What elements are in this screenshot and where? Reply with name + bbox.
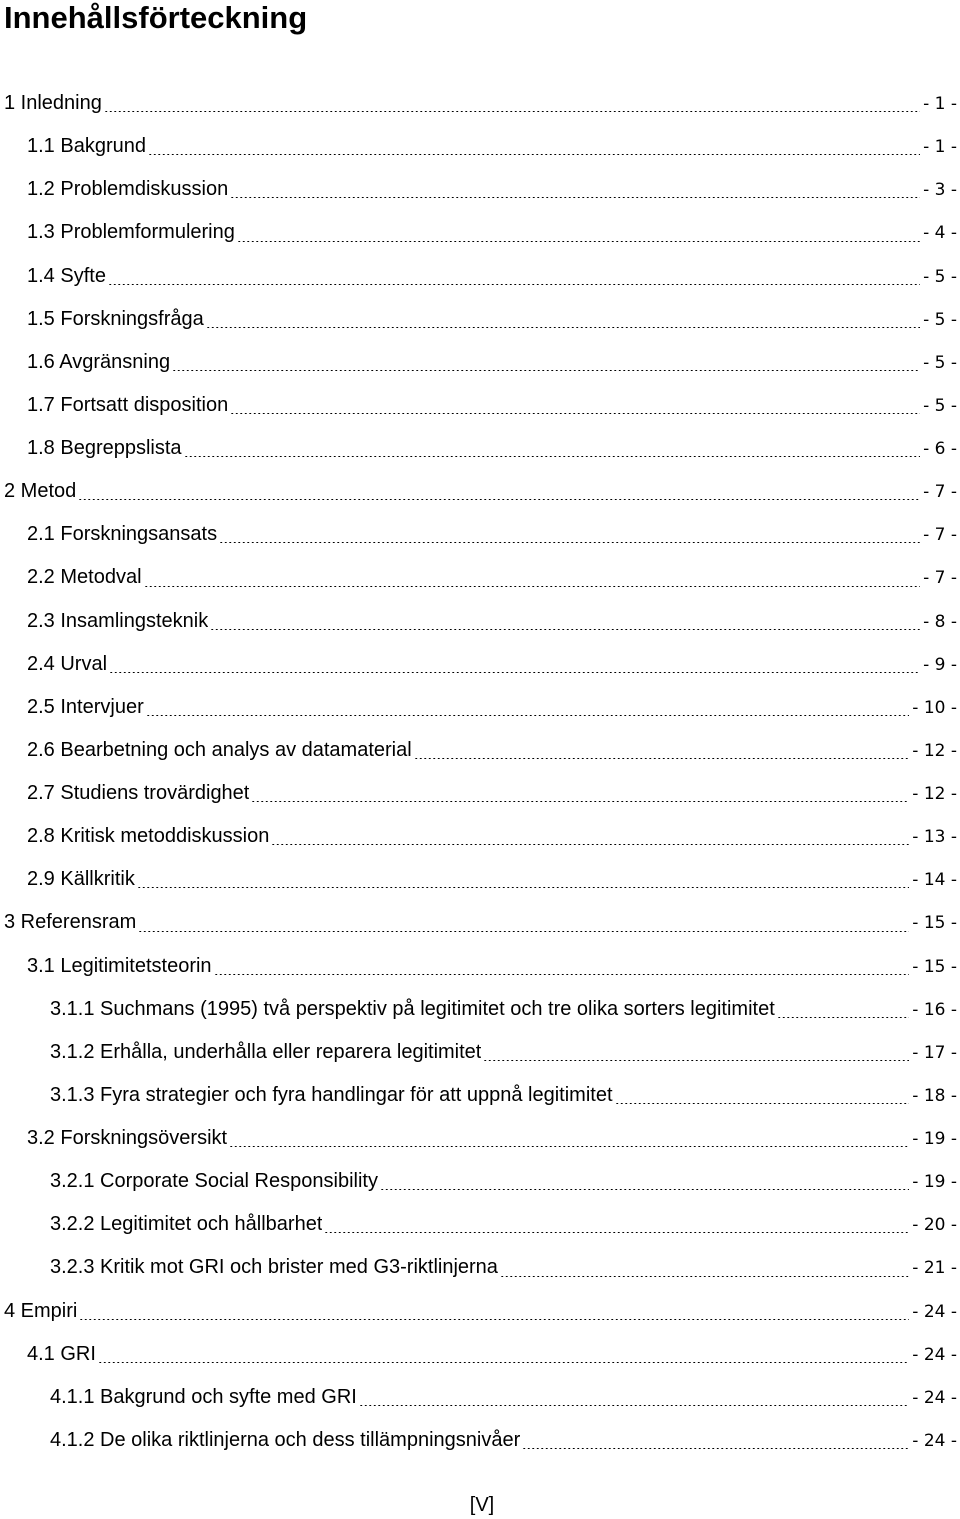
toc-entry[interactable] bbox=[0, 556, 960, 599]
toc-entry-label: 3.1.2 Erhålla, underhålla eller reparera legitimitet bbox=[50, 1040, 482, 1063]
toc-entry[interactable] bbox=[0, 1333, 960, 1376]
toc-entry-page-number: - 17 - bbox=[912, 1042, 957, 1063]
toc-entry-page-number: - 15 - bbox=[912, 956, 957, 977]
toc-entry[interactable] bbox=[0, 1290, 960, 1333]
toc-entry-label: 2.8 Kritisk metoddiskussion bbox=[27, 825, 270, 848]
toc-entry-page-number: - 13 - bbox=[912, 827, 957, 848]
toc-dot-leader bbox=[230, 413, 920, 414]
toc-dot-leader bbox=[230, 197, 920, 198]
toc-entry-label: 2.6 Bearbetning och analys av datamaterial bbox=[27, 738, 412, 761]
toc-entry-label: 3.2.3 Kritik mot GRI och brister med G3-riktlinjerna bbox=[50, 1256, 498, 1279]
toc-entry-page-number: - 12 - bbox=[912, 784, 957, 804]
toc-entry-page-number: - 5 - bbox=[923, 395, 957, 416]
toc-entry[interactable] bbox=[0, 686, 960, 729]
toc-entry[interactable] bbox=[0, 901, 960, 944]
toc-entry-label: 2.4 Urval bbox=[27, 652, 108, 675]
toc-dot-leader bbox=[237, 241, 920, 242]
toc-entry-page-number: - 24 - bbox=[912, 1430, 957, 1451]
toc-dot-leader bbox=[214, 974, 910, 975]
toc-dot-leader bbox=[380, 1189, 909, 1190]
page-title: Innehållsförteckning bbox=[4, 0, 308, 35]
toc-entry[interactable] bbox=[0, 1160, 960, 1203]
toc-entry[interactable] bbox=[0, 815, 960, 858]
toc-entry-page-number: - 24 - bbox=[912, 1301, 957, 1322]
toc-dot-leader bbox=[615, 1103, 910, 1104]
toc-entry-label: 3.1.3 Fyra strategier och fyra handlingar för att uppnå legitimitet bbox=[50, 1083, 613, 1106]
toc-entry[interactable] bbox=[0, 1419, 960, 1462]
toc-dot-leader bbox=[483, 1060, 909, 1061]
toc-entry[interactable] bbox=[0, 125, 960, 168]
toc-entry[interactable] bbox=[0, 513, 960, 556]
toc-dot-leader bbox=[206, 327, 920, 328]
toc-entry-page-number: - 20 - bbox=[912, 1215, 957, 1236]
toc-entry[interactable] bbox=[0, 384, 960, 427]
toc-entry-label: 3.2.2 Legitimitet och hållbarhet bbox=[50, 1213, 323, 1236]
toc-entry-label: 4.1.2 De olika riktlinjerna och dess tillämpningsnivåer bbox=[50, 1428, 521, 1451]
toc-dot-leader bbox=[359, 1405, 909, 1406]
toc-entry-page-number: - 1 - bbox=[923, 94, 957, 114]
toc-entry-page-number: - 18 - bbox=[912, 1085, 957, 1106]
toc-dot-leader bbox=[271, 844, 909, 845]
toc-dot-leader bbox=[138, 931, 909, 932]
toc-entry[interactable] bbox=[0, 1031, 960, 1074]
toc-entry-label: 1.2 Problemdiskussion bbox=[27, 178, 229, 201]
toc-entry-label: 3 Referensram bbox=[4, 911, 137, 934]
toc-entry-page-number: - 7 - bbox=[923, 568, 957, 589]
toc-entry-label: 1.6 Avgränsning bbox=[27, 350, 171, 373]
toc-entry-page-number: - 21 - bbox=[912, 1258, 957, 1279]
toc-entry-label: 2.1 Forskningsansats bbox=[27, 523, 218, 546]
toc-entry[interactable] bbox=[0, 945, 960, 988]
toc-entry[interactable] bbox=[0, 1376, 960, 1419]
toc-entry-label: 2.5 Intervjuer bbox=[27, 695, 144, 718]
toc-entry-label: 2 Metod bbox=[4, 480, 77, 503]
toc-entry-label: 2.7 Studiens trovärdighet bbox=[27, 782, 250, 804]
toc-dot-leader bbox=[146, 715, 910, 716]
toc-entry-page-number: - 10 - bbox=[912, 697, 957, 718]
toc-dot-leader bbox=[324, 1232, 909, 1233]
toc-dot-leader bbox=[777, 1017, 910, 1018]
toc-entry-page-number: - 15 - bbox=[912, 913, 957, 934]
toc-entry-label: 1.1 Bakgrund bbox=[27, 135, 146, 158]
toc-entry-label: 3.2.1 Corporate Social Responsibility bbox=[50, 1170, 378, 1193]
toc-entry[interactable] bbox=[0, 1117, 960, 1160]
toc-entry-page-number: - 14 - bbox=[912, 870, 957, 891]
toc-entry-page-number: - 3 - bbox=[923, 180, 957, 201]
toc-entry[interactable] bbox=[0, 600, 960, 643]
toc-entry[interactable] bbox=[0, 858, 960, 901]
toc-entry[interactable] bbox=[0, 1203, 960, 1246]
toc-entry-label: 2.2 Metodval bbox=[27, 566, 142, 589]
toc-entry-label: 3.2 Forskningsöversikt bbox=[27, 1127, 228, 1149]
toc-entry-label: 1.4 Syfte bbox=[27, 264, 106, 287]
toc-entry-page-number: - 6 - bbox=[923, 439, 957, 459]
toc-dot-leader bbox=[184, 456, 921, 457]
toc-entry-page-number: - 5 - bbox=[923, 309, 957, 330]
toc-entry-label: 4 Empiri bbox=[4, 1299, 78, 1322]
toc-entry-label: 1.8 Begreppslista bbox=[27, 437, 182, 459]
toc-entry-page-number: - 4 - bbox=[923, 223, 957, 244]
toc-entry-label: 3.1 Legitimitetsteorin bbox=[27, 954, 212, 977]
toc-entry[interactable] bbox=[0, 341, 960, 384]
toc-entry-page-number: - 7 - bbox=[923, 482, 957, 503]
toc-dot-leader bbox=[522, 1448, 909, 1449]
toc-entry[interactable] bbox=[0, 298, 960, 341]
toc-entry[interactable] bbox=[0, 988, 960, 1031]
toc-entry-page-number: - 8 - bbox=[923, 611, 957, 632]
toc-entry-label: 2.3 Insamlingsteknik bbox=[27, 609, 209, 632]
toc-entry-label: 4.1.1 Bakgrund och syfte med GRI bbox=[50, 1385, 357, 1408]
toc-dot-leader bbox=[78, 499, 920, 500]
toc-entry-page-number: - 5 - bbox=[923, 266, 957, 287]
toc-entry[interactable] bbox=[0, 729, 960, 772]
toc-entry-page-number: - 1 - bbox=[923, 137, 957, 158]
toc-dot-leader bbox=[137, 887, 909, 888]
toc-dot-leader bbox=[109, 672, 920, 673]
toc-entry-page-number: - 24 - bbox=[912, 1344, 957, 1365]
toc-dot-leader bbox=[414, 758, 910, 759]
toc-entry-page-number: - 19 - bbox=[912, 1129, 957, 1149]
toc-entry[interactable] bbox=[0, 211, 960, 254]
toc-dot-leader bbox=[500, 1276, 909, 1277]
toc-entry-page-number: - 16 - bbox=[912, 999, 957, 1020]
toc-dot-leader bbox=[229, 1146, 909, 1147]
toc-entry-page-number: - 24 - bbox=[912, 1387, 957, 1408]
toc-entry-label: 1.5 Forskningsfråga bbox=[27, 307, 204, 330]
toc-dot-leader bbox=[79, 1319, 909, 1320]
toc-entry[interactable] bbox=[0, 82, 960, 125]
toc-entry-label: 4.1 GRI bbox=[27, 1342, 96, 1365]
toc-dot-leader bbox=[251, 801, 909, 802]
toc-entry-label: 1.7 Fortsatt disposition bbox=[27, 393, 229, 416]
page-number-footer: [V] bbox=[469, 1494, 495, 1516]
toc-entry[interactable] bbox=[0, 470, 960, 513]
toc-dot-leader bbox=[104, 111, 920, 112]
toc-entry-label: 1.3 Problemformulering bbox=[27, 221, 235, 244]
toc-entry-page-number: - 7 - bbox=[923, 525, 957, 546]
toc-dot-leader bbox=[108, 284, 920, 285]
table-of-contents bbox=[0, 82, 960, 1462]
toc-entry-label: 3.1.1 Suchmans (1995) två perspektiv på legitimitet och tre olika sorters legitimitet bbox=[50, 997, 775, 1020]
toc-entry-page-number: - 5 - bbox=[923, 352, 957, 373]
toc-entry-page-number: - 9 - bbox=[923, 654, 957, 675]
toc-entry[interactable] bbox=[0, 168, 960, 211]
toc-entry[interactable] bbox=[0, 1246, 960, 1289]
toc-entry-label: 1 Inledning bbox=[4, 92, 102, 114]
toc-entry[interactable] bbox=[0, 643, 960, 686]
toc-entry[interactable] bbox=[0, 772, 960, 815]
toc-dot-leader bbox=[144, 586, 921, 587]
toc-dot-leader bbox=[172, 370, 920, 371]
toc-dot-leader bbox=[210, 629, 920, 630]
toc-dot-leader bbox=[219, 542, 920, 543]
toc-entry-page-number: - 12 - bbox=[912, 740, 957, 761]
toc-entry[interactable] bbox=[0, 1074, 960, 1117]
toc-entry-page-number: - 19 - bbox=[912, 1172, 957, 1193]
toc-entry-label: 2.9 Källkritik bbox=[27, 868, 135, 891]
toc-dot-leader bbox=[148, 154, 920, 155]
toc-entry[interactable] bbox=[0, 427, 960, 470]
toc-dot-leader bbox=[98, 1362, 909, 1363]
toc-entry[interactable] bbox=[0, 255, 960, 298]
